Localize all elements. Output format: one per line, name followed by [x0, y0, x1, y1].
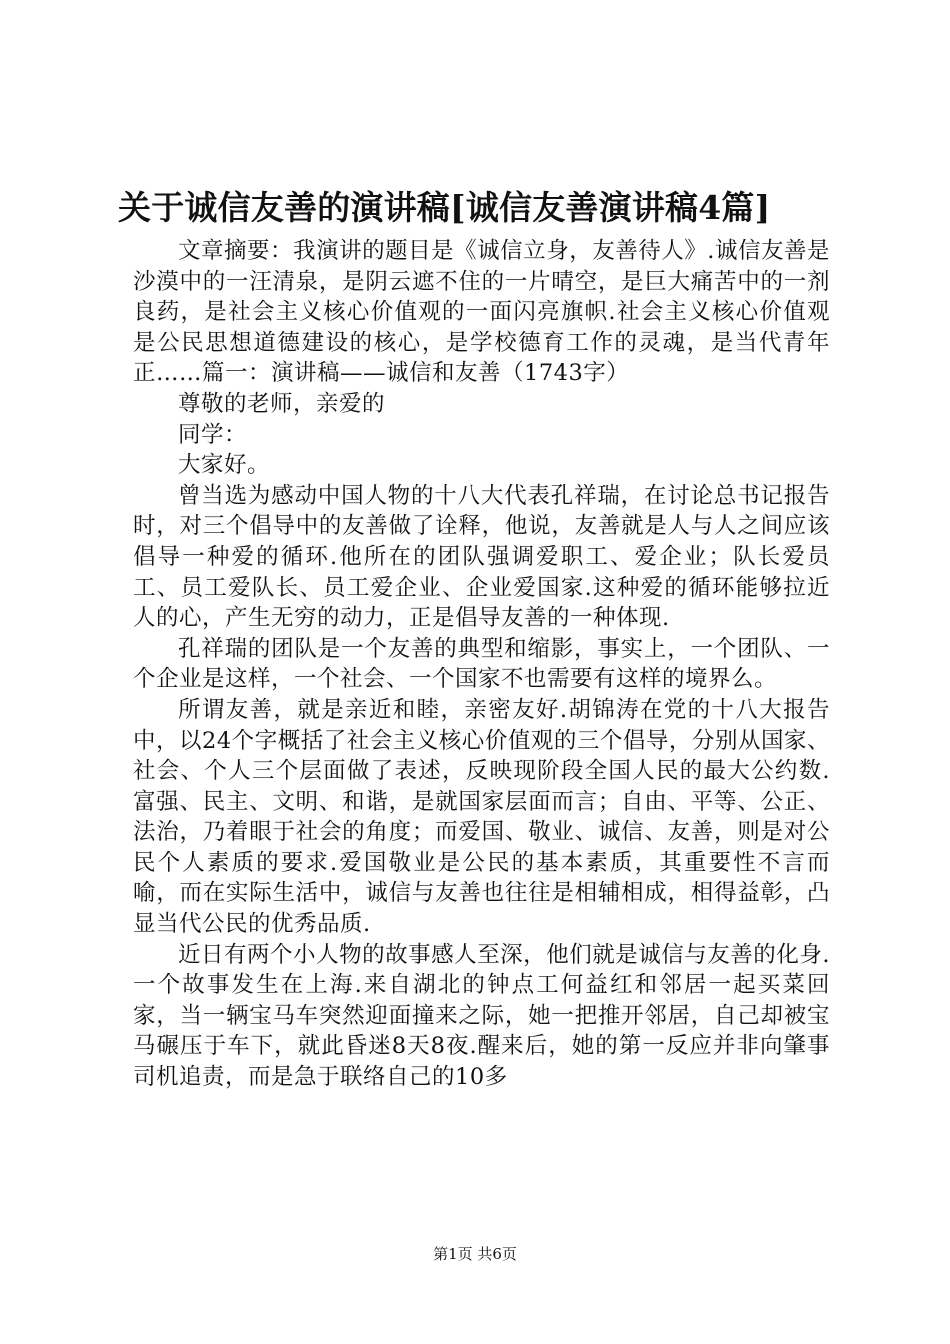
document-body — [133, 236, 830, 1093]
greeting-line: 大家好。 — [178, 452, 271, 479]
abstract-paragraph: 文章摘要：我演讲的题目是《诚信立身，友善待人》.诚信友善是沙漠中的一汪清泉，是阴云遮不住的一片晴空，是巨大痛苦中的一剂良药，是社会主义核心价值观的一面闪亮旗帜.社会主义核心价值观是公民思想道德建设的核心，是学校德育工作的灵魂，是当代青年正……篇一：演讲稿——诚信和友善（1743字） — [133, 238, 830, 387]
salutation-line-2: 同学： — [178, 421, 248, 448]
body-paragraph: 孔祥瑞的团队是一个友善的典型和缩影，事实上，一个团队、一个企业是这样，一个社会、一个国家不也需要有这样的境界么。 — [133, 635, 830, 693]
salutation-line: 尊敬的老师，亲爱的 — [178, 390, 386, 417]
document-title: 关于诚信友善的演讲稿[诚信友善演讲稿4篇] — [118, 188, 771, 227]
body-paragraph: 所谓友善，就是亲近和睦，亲密友好.胡锦涛在党的十八大报告中，以24个字概括了社会主义核心价值观的三个倡导，分别从国家、社会、个人三个层面做了表述，反映现阶段全国人民的最大公约数.富强、民主、文明、和谐，是就国家层面而言；自由、平等、公正、法治，乃着眼于社会的角度；而爱国、敬业、诚信、友善，则是对公民个人素质的要求.爱国敬业是公民的基本素质，其重要性不言而喻，而在实际生活中，诚信与友善也往往是相辅相成，相得益彰，凸显当代公民的优秀品质. — [133, 696, 830, 938]
body-paragraph: 近日有两个小人物的故事感人至深，他们就是诚信与友善的化身.一个故事发生在上海.来自湖北的钟点工何益红和邻居一起买菜回家，当一辆宝马车突然迎面撞来之际，她一把推开邻居，自己却被宝马碾压于车下，就此昏迷8天8夜.醒来后，她的第一反应并非向肇事司机追责，而是急于联络自己的10多 — [133, 941, 830, 1091]
body-paragraph: 曾当选为感动中国人物的十八大代表孔祥瑞，在讨论总书记报告时，对三个倡导中的友善做了诠释，他说，友善就是人与人之间应该倡导一种爱的循环.他所在的团队强调爱职工、爱企业；队长爱员工、员工爱队长、员工爱企业、企业爱国家.这种爱的循环能够拉近人的心，产生无穷的动力，正是倡导友善的一种体现. — [133, 482, 830, 632]
page-number-footer: 第1页 共6页 — [433, 1245, 517, 1263]
